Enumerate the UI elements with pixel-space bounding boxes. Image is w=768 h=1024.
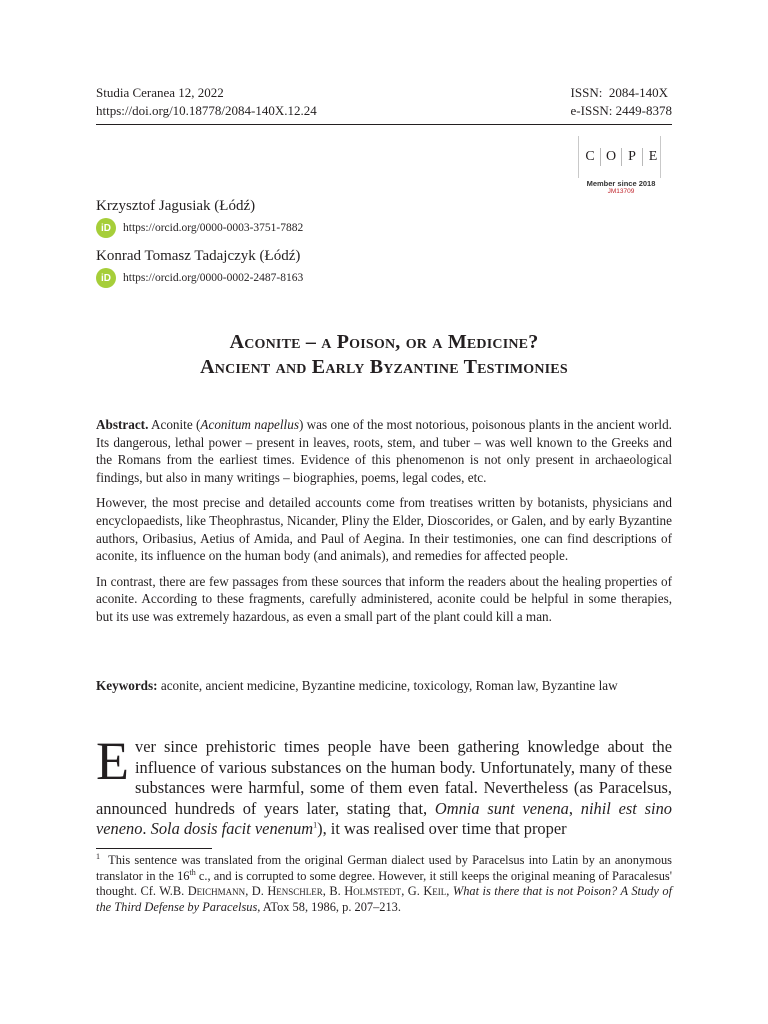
cope-bar <box>578 136 579 178</box>
title-line: Ancient and Early Byzantine Testimonies <box>200 356 568 378</box>
doi-link[interactable]: https://doi.org/10.18778/2084-140X.12.24 <box>96 103 317 118</box>
footnote <box>96 853 672 915</box>
title-line: Aconite – a Poison, or a Medicine? <box>229 331 539 353</box>
cope-logo <box>578 136 664 196</box>
abstract-paragraph: In contrast, there are few passages from these sources that inform the readers about the healing properties of aconite. According to these fragments, carefully administered, aconite could be helpful in some therapies, but its use was extremely hazardous, as even a small part of the plant could kill a man. <box>96 573 672 624</box>
latin-quote: Omnia sunt venena <box>434 798 569 818</box>
fn-book-title: What is there that is not Poison? A Study of the Third Defense by Paracelsus <box>96 884 673 914</box>
body-span: . <box>142 819 151 838</box>
abstract-paragraph: However, the most precise and detailed accounts come from treatises written by botanists, physicians and encyclopaedists, like Theophrastus, Nicander, Pliny the Elder, Dioscorides, or Galen, and by early Byzantine authors, Oribasius, Aetius of Amida, and Paul of Aegina. In their testimonies, one can find descriptions of aconite, its influence on the human body (and animals), and remedies for affected people. <box>96 495 672 564</box>
footnote-ref[interactable]: 1 <box>313 820 318 830</box>
orcid-row <box>96 268 303 288</box>
fn-span: This sentence was translated from the original German dialect used by Paracelsus into Latin by an anonymous translator in the 16 <box>96 853 672 883</box>
cope-letter: P <box>621 148 642 166</box>
footnote-number: 1 <box>96 851 100 861</box>
abstract <box>96 416 672 634</box>
fn-author: Holmstedt <box>344 884 402 898</box>
fn-author: Deichmann <box>187 884 246 898</box>
fn-sup: th <box>189 867 196 877</box>
journal-name: Studia Ceranea 12, 2022 <box>96 85 224 100</box>
cope-letters <box>580 148 663 166</box>
orcid-icon: iD <box>96 268 116 288</box>
keywords-label: Keywords: <box>96 678 158 693</box>
cope-member-since: Member since 2018 <box>586 179 656 188</box>
orcid-link[interactable]: https://orcid.org/0000-0002-2487-8163 <box>123 272 304 284</box>
author-name: Krzysztof Jagusiak (Łódź) <box>96 198 256 214</box>
orcid-link[interactable]: https://orcid.org/0000-0003-3751-7882 <box>123 222 304 234</box>
fn-span: , B. <box>322 884 345 898</box>
fn-author: Henschler <box>267 884 323 898</box>
latin-quote: nihil est sino veneno <box>96 798 672 838</box>
fn-span: , G. <box>401 884 424 898</box>
article-title <box>96 330 672 380</box>
abstract-paragraph <box>96 416 672 486</box>
drop-cap: E <box>96 731 129 791</box>
abstract-text: ) was one of the most notorious, poisonous plants in the ancient world. Its dangerous, lethal power – present in leaves, roots, stem, and tuber – was well known to the Greeks and the Romans from the earliest times. Evidence of this phenomenon is not only present in archaeological findings, but also in many writings – biographies, poems, legal codes, etc. <box>96 417 672 485</box>
eissn: e-ISSN: 2449-8378 <box>570 103 672 118</box>
keywords-text: aconite, ancient medicine, Byzantine medicine, toxicology, Roman law, Byzantine law <box>157 678 618 693</box>
fn-span: , D. <box>245 884 268 898</box>
latin-quote: Sola dosis facit venenum <box>150 819 314 838</box>
abstract-text: Aconite ( <box>148 417 201 432</box>
journal-header <box>96 84 317 120</box>
body-span: ver since prehistoric times people have been gathering knowledge about the influence of various substances on the human body. Unfortunately, many of these substances were harmful, some of them even fatal. Nevertheless (as Paracelsus, announced hundreds of years later, stating that, <box>96 737 672 818</box>
fn-span: c., and is corrupted to some degree. However, it still keeps the original meaning of Paracalesus' thought. Cf. W.B. <box>96 868 672 898</box>
fn-author: Keil <box>423 884 447 898</box>
orcid-row <box>96 218 303 238</box>
fn-span: , ATox 58, 1986, p. 207–213. <box>257 899 401 914</box>
species-name: Aconitum napellus <box>200 417 299 432</box>
fn-span: , <box>446 884 453 898</box>
header-divider <box>96 124 672 125</box>
footnote-divider <box>96 848 212 849</box>
cope-letter: O <box>600 148 621 166</box>
cope-bar <box>660 136 661 178</box>
issn: ISSN: 2084-140X <box>570 85 669 100</box>
author-name: Konrad Tomasz Tadajczyk (Łódź) <box>96 248 301 264</box>
cope-letter: E <box>642 148 663 166</box>
abstract-label: Abstract. <box>96 417 149 432</box>
cope-member-id: JM13709 <box>607 188 635 195</box>
keywords <box>96 677 672 695</box>
body-text <box>96 731 672 840</box>
body-span: , <box>568 798 581 818</box>
body-span: ), it was realised over time that proper <box>317 819 567 838</box>
orcid-icon: iD <box>96 218 116 238</box>
issn-block <box>571 84 672 120</box>
cope-letter: C <box>585 149 595 164</box>
